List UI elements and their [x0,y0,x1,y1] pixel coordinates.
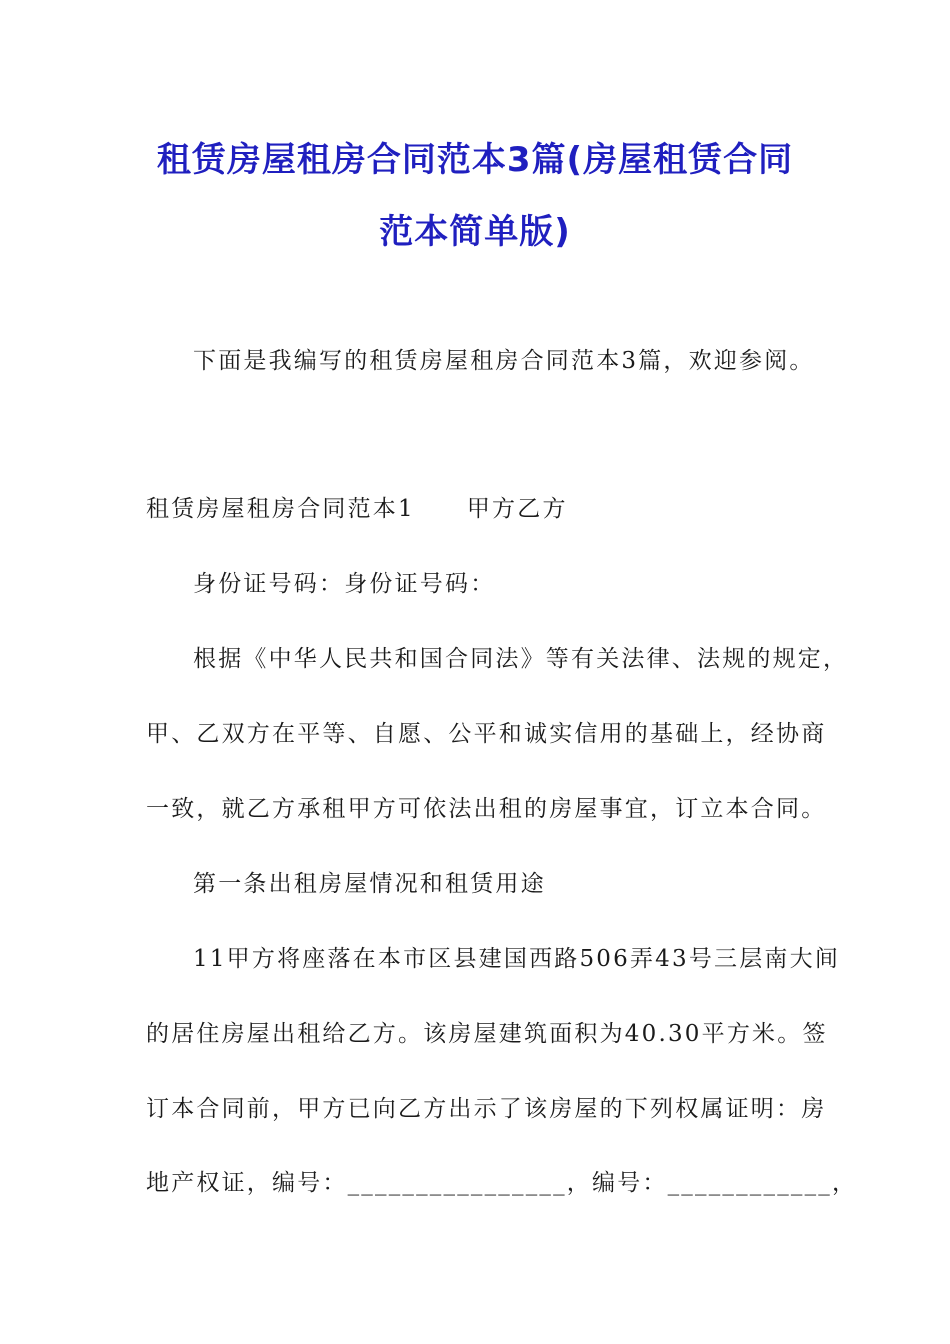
paragraph-1-line-1: 根据《中华人民共和国合同法》等有关法律、法规的规定， [193,646,849,672]
paragraph-1-line-3: 一致，就乙方承租甲方可依法出租的房屋事宜，订立本合同。 [146,796,827,822]
document-title-line-1: 租赁房屋租房合同范本3篇(房屋租赁合同 [156,140,794,180]
id-number-fields: 身份证号码：身份证号码： [193,571,496,597]
section-heading: 租赁房屋租房合同范本1 [146,496,415,522]
paragraph-1-line-2: 甲、乙双方在平等、自愿、公平和诚实信用的基础上，经协商 [146,721,827,747]
paragraph-2-line-2: 的居住房屋出租给乙方。该房屋建筑面积为40.30平方米。签 [146,1021,828,1047]
section-heading-row [146,494,568,524]
document-title-line-2: 范本简单版) [379,212,571,252]
parties-label: 甲方乙方 [466,496,568,522]
paragraph-2-line-1: 11甲方将座落在本市区县建国西路506弄43号三层南大间 [193,946,841,972]
paragraph-2-line-4: 地产权证，编号：________________，编号：____________， [146,1170,858,1196]
paragraph-2-line-3: 订本合同前，甲方已向乙方出示了该房屋的下列权属证明：房 [146,1096,827,1122]
article-1-heading: 第一条出租房屋情况和租赁用途 [193,871,546,897]
intro-paragraph: 下面是我编写的租赁房屋租房合同范本3篇，欢迎参阅。 [193,348,815,374]
